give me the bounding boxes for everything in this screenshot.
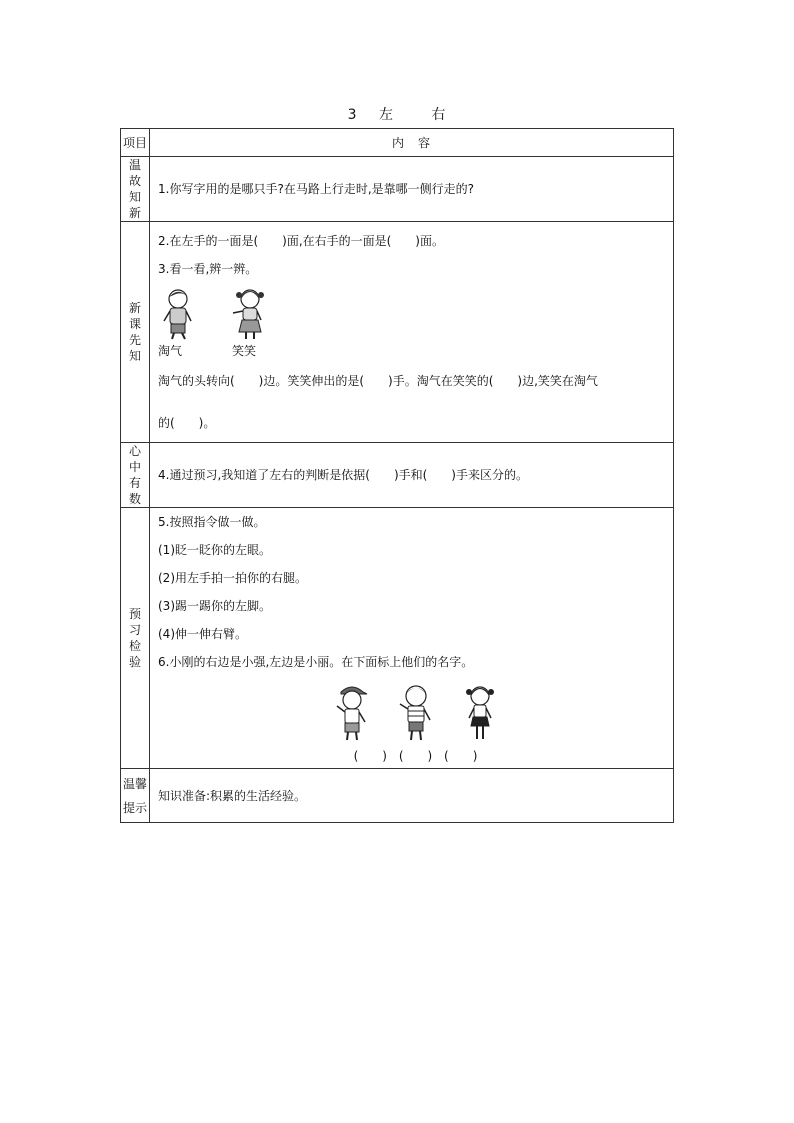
page-title bbox=[0, 104, 794, 124]
answer-blank-1[interactable]: ( ) bbox=[353, 749, 387, 763]
mind-row bbox=[121, 443, 674, 508]
answer-blank-2[interactable]: ( ) bbox=[398, 749, 433, 763]
question-4: 4.通过预习,我知道了左右的判断是依据( )手和( )手来区分的。 bbox=[158, 468, 528, 482]
header-row bbox=[121, 129, 674, 157]
preview-row bbox=[121, 222, 674, 443]
check-label: 预习检验 bbox=[121, 508, 150, 769]
worksheet-table bbox=[120, 128, 674, 823]
mind-label: 心中有数 bbox=[121, 443, 150, 508]
question-1: 1.你写字用的是哪只手?在马路上行走时,是靠哪一侧行走的? bbox=[158, 182, 475, 196]
preview-content bbox=[150, 222, 674, 443]
girl-illustration bbox=[460, 682, 500, 742]
header-item: 项目 bbox=[121, 129, 150, 157]
answer-blank-3[interactable]: ( ) bbox=[444, 749, 478, 763]
answer-blanks bbox=[158, 744, 673, 768]
tip-label bbox=[121, 769, 150, 823]
question-3: 3.看一看,辨一辨。 bbox=[158, 262, 258, 276]
check-row bbox=[121, 508, 674, 769]
lesson-number: 3 bbox=[347, 107, 358, 123]
instruction-2: (2)用左手拍一拍你的右腿。 bbox=[158, 571, 307, 585]
header-content: 内 容 bbox=[150, 129, 674, 157]
question-6: 6.小刚的右边是小强,左边是小丽。在下面标上他们的名字。 bbox=[158, 655, 474, 669]
figure-row bbox=[158, 283, 673, 341]
tip-text: 知识准备:积累的生活经验。 bbox=[158, 788, 307, 803]
mind-content bbox=[150, 443, 674, 508]
title-word-right: 右 bbox=[431, 107, 447, 123]
boy-striped-shirt-illustration bbox=[396, 682, 436, 742]
tip-label-line-2: 提示 bbox=[122, 800, 147, 815]
boy-with-cap-illustration bbox=[332, 682, 372, 742]
question-3-text-2: 的( )。 bbox=[158, 416, 216, 430]
question-2: 2.在左手的一面是( )面,在右手的一面是( )面。 bbox=[158, 234, 444, 248]
instruction-4: (4)伸一伸右臂。 bbox=[158, 627, 247, 641]
children-illustration bbox=[158, 676, 673, 744]
caption-taoqi: 淘气 bbox=[158, 344, 183, 358]
review-row bbox=[121, 157, 674, 222]
figure-captions bbox=[158, 341, 673, 361]
tip-row bbox=[121, 769, 674, 823]
taoqi-boy-illustration bbox=[158, 287, 198, 341]
title-word-left: 左 bbox=[378, 107, 394, 123]
caption-xiaoxiao: 笑笑 bbox=[232, 344, 257, 358]
instruction-1: (1)眨一眨你的左眼。 bbox=[158, 543, 271, 557]
tip-content bbox=[150, 769, 674, 823]
check-content bbox=[150, 508, 674, 769]
preview-label: 新课先知 bbox=[121, 222, 150, 443]
instruction-3: (3)踢一踢你的左脚。 bbox=[158, 599, 271, 613]
review-content bbox=[150, 157, 674, 222]
xiaoxiao-girl-illustration bbox=[230, 287, 270, 341]
review-label: 温故知新 bbox=[121, 157, 150, 222]
question-5: 5.按照指令做一做。 bbox=[158, 515, 266, 529]
question-3-text-1: 淘气的头转向( )边。笑笑伸出的是( )手。淘气在笑笑的( )边,笑笑在淘气 bbox=[158, 374, 598, 388]
tip-label-line-1: 温馨 bbox=[122, 776, 147, 791]
